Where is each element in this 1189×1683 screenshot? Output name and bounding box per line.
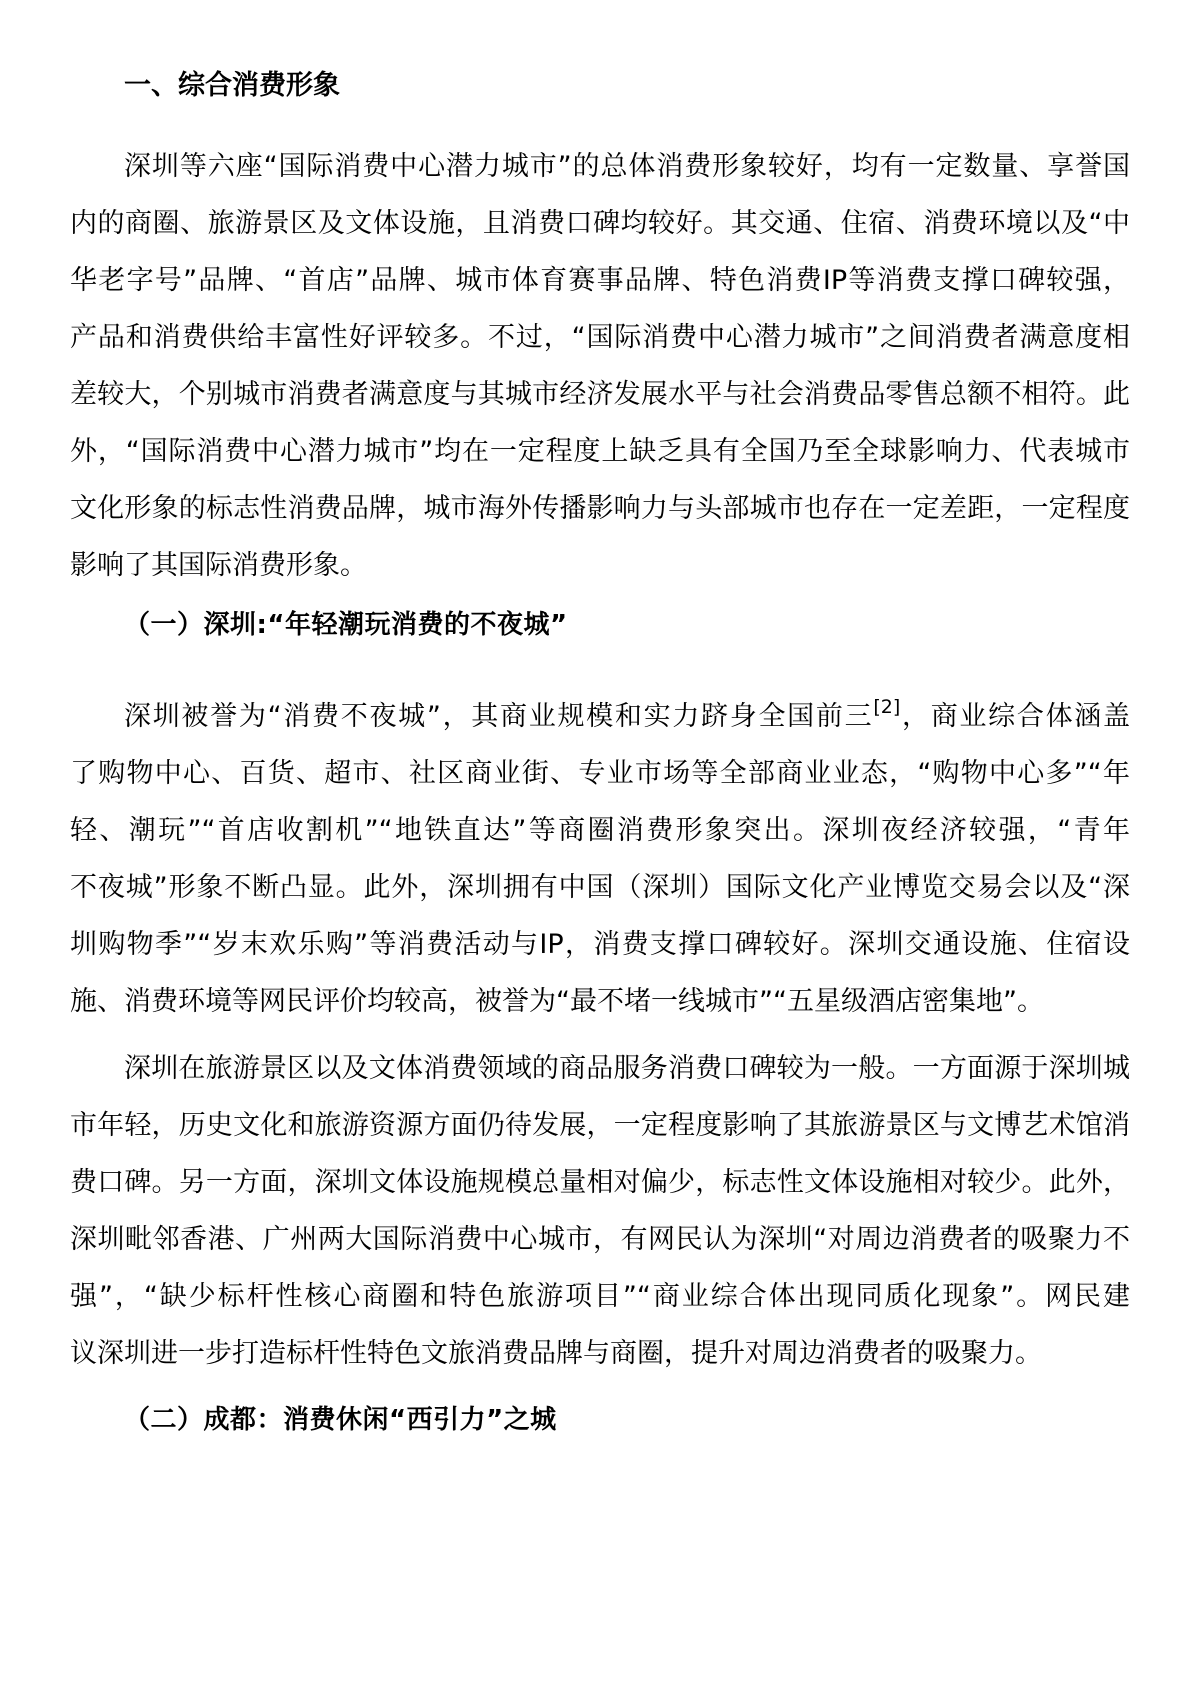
- text-line: 施、消费环境等网民评价均较高，被誉为“最不堵一线城市”“五星级酒店密集地”。: [70, 986, 1044, 1017]
- text-line: 外，“国际消费中心潜力城市”均在一定程度上缺乏具有全国乃至全球影响力、代表城市: [70, 436, 1130, 467]
- text-line: 轻、潮玩”“首店收割机”“地铁直达”等商圈消费形象突出。深圳夜经济较强，“青年: [70, 815, 1130, 846]
- text-line: 圳购物季”“岁末欢乐购”等消费活动与IP，消费支撑口碑较好。深圳交通设施、住宿设: [70, 929, 1130, 960]
- text-line: 文化形象的标志性消费品牌，城市海外传播影响力与头部城市也存在一定差距，一定程度: [70, 493, 1130, 524]
- text-line: 影响了其国际消费形象。: [70, 550, 367, 581]
- text-line: 深圳毗邻香港、广州两大国际消费中心城市，有网民认为深圳“对周边消费者的吸聚力不: [70, 1224, 1130, 1255]
- paragraph-shenzhen-2: [70, 1040, 1130, 1382]
- text-line: [70, 688, 1130, 745]
- text-line: 议深圳进一步打造标杆性特色文旅消费品牌与商圈，提升对周边消费者的吸聚力。: [70, 1338, 1042, 1369]
- text-line: 华老字号”品牌、“首店”品牌、城市体育赛事品牌、特色消费IP等消费支撑口碑较强，: [70, 265, 1130, 296]
- paragraph-shenzhen-1: [70, 688, 1130, 1030]
- text-line: 内的商圈、旅游景区及文体设施，且消费口碑均较好。其交通、住宿、消费环境以及“中: [70, 208, 1130, 239]
- text-line: 差较大，个别城市消费者满意度与其城市经济发展水平与社会消费品零售总额不相符。此: [70, 379, 1130, 410]
- text-line: 强”，“缺少标杆性核心商圈和特色旅游项目”“商业综合体出现同质化现象”。网民建: [70, 1281, 1130, 1312]
- subsection-heading-chengdu: （二）成都：消费休闲“西引力”之城: [124, 1405, 557, 1435]
- text-line: 费口碑。另一方面，深圳文体设施规模总量相对偏少，标志性文体设施相对较少。此外，: [70, 1167, 1130, 1198]
- subsection-heading-shenzhen: （一）深圳:“年轻潮玩消费的不夜城”: [124, 610, 568, 640]
- text-line: 深圳在旅游景区以及文体消费领域的商品服务消费口碑较为一般。一方面源于深圳城: [124, 1053, 1130, 1084]
- text-line: 产品和消费供给丰富性好评较多。不过，“国际消费中心潜力城市”之间消费者满意度相: [70, 322, 1130, 353]
- text-line: 不夜城”形象不断凸显。此外，深圳拥有中国（深圳）国际文化产业博览交易会以及“深: [70, 872, 1130, 903]
- section-heading: 一、综合消费形象: [124, 70, 340, 101]
- text-line: 深圳等六座“国际消费中心潜力城市”的总体消费形象较好，均有一定数量、享誉国: [124, 151, 1130, 182]
- text-fragment: 深圳被誉为“消费不夜城”，其商业规模和实力跻身全国前三: [124, 701, 874, 732]
- text-line: 市年轻，历史文化和旅游资源方面仍待发展，一定程度影响了其旅游景区与文博艺术馆消: [70, 1110, 1130, 1141]
- citation-mark: [2]: [873, 696, 901, 718]
- text-fragment: ，商业综合体涵盖: [900, 701, 1131, 732]
- text-line: 了购物中心、百货、超市、社区商业街、专业市场等全部商业业态，“购物中心多”“年: [70, 758, 1130, 789]
- paragraph-overview: [70, 138, 1130, 594]
